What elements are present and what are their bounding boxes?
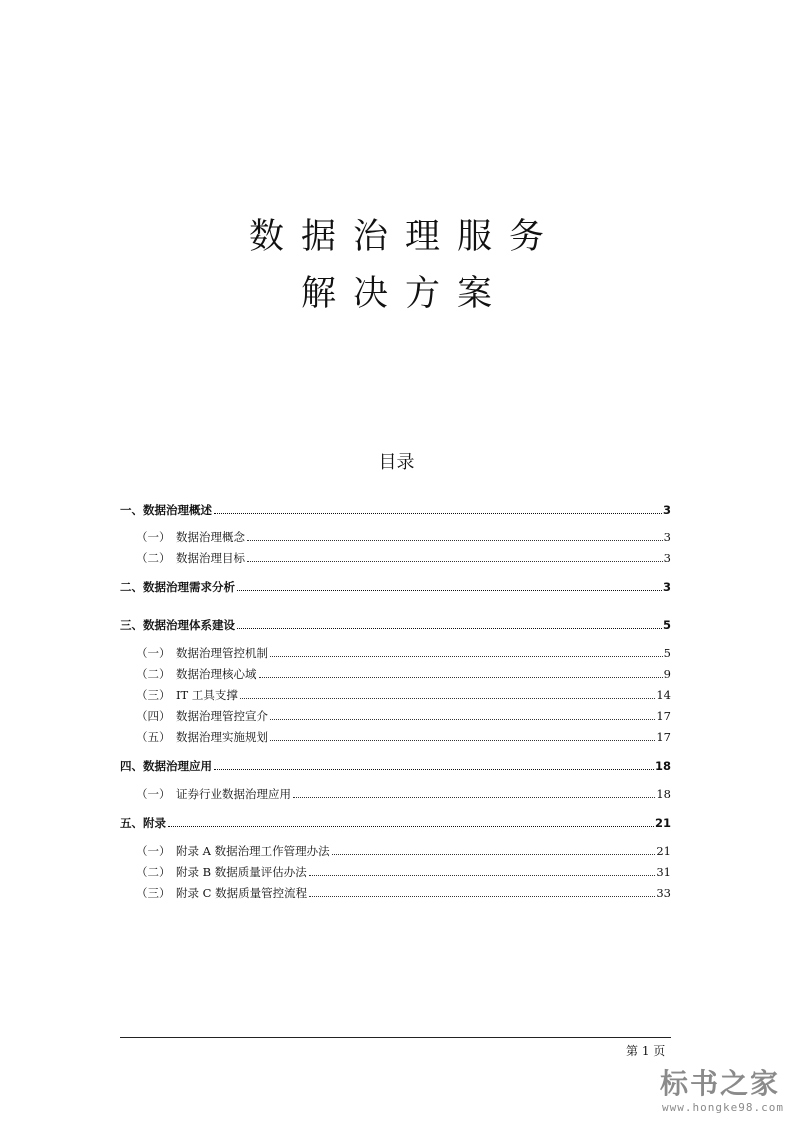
toc-entry-number: 三、: [120, 618, 143, 632]
dot-leader: [259, 677, 663, 678]
dot-leader: [237, 628, 662, 629]
document-title-line-1: 数据治理服务: [248, 217, 561, 257]
toc-entry-number: （三）: [136, 688, 171, 702]
toc-entry-page: 21: [656, 844, 671, 858]
toc-entry-page: 5: [662, 618, 671, 632]
toc-entry-number: （二）: [136, 865, 171, 879]
toc-entry-page: 3: [663, 551, 671, 565]
dot-leader: [214, 769, 654, 770]
watermark-logo: 标书之家: [659, 1067, 780, 1100]
dot-leader: [247, 561, 663, 562]
toc-entry-page: 5: [663, 646, 671, 660]
toc-entry-label: 数据治理管控机制: [176, 646, 268, 660]
toc-entry-number: （一）: [136, 844, 171, 858]
dot-leader: [332, 854, 656, 855]
toc-entry-label: 数据治理核心域: [176, 667, 257, 681]
toc-heading: 目录: [378, 452, 415, 473]
toc-entry-page: 9: [663, 667, 671, 681]
toc-entry-label: 数据治理概念: [176, 530, 245, 544]
toc-entry-number: （三）: [136, 886, 171, 900]
toc-entry[interactable]: [136, 686, 671, 702]
page-number: 第 1 页: [626, 1044, 666, 1058]
toc-entry[interactable]: [136, 644, 671, 660]
toc-entry[interactable]: [136, 665, 671, 681]
toc-entry-page: 21: [654, 816, 671, 830]
toc-entry-number: 一、: [120, 503, 143, 517]
dot-leader: [270, 719, 655, 720]
watermark-url: www.hongke98.com: [662, 1101, 784, 1114]
toc-entry-page: 18: [656, 787, 671, 801]
dot-leader: [214, 513, 662, 514]
toc-entry-label: IT 工具支撑: [176, 688, 238, 702]
toc-entry-label: 数据治理管控宣介: [176, 709, 268, 723]
toc-entry-label: 数据治理目标: [176, 551, 245, 565]
toc-entry-page: 3: [663, 530, 671, 544]
toc-entry-number: （一）: [136, 787, 171, 801]
dot-leader: [270, 740, 655, 741]
toc-entry-number: （一）: [136, 530, 171, 544]
dot-leader: [240, 698, 655, 699]
toc-entry[interactable]: [136, 785, 671, 801]
toc-entry-label: 数据治理概述: [143, 503, 212, 517]
toc-entry-number: 四、: [120, 759, 143, 773]
toc-entry-page: 31: [656, 865, 671, 879]
toc-entry[interactable]: [120, 501, 671, 517]
toc-entry-label: 数据治理应用: [143, 759, 212, 773]
toc-entry-page: 14: [656, 688, 671, 702]
toc-entry-number: （一）: [136, 646, 171, 660]
toc-entry-page: 33: [656, 886, 671, 900]
dot-leader: [237, 590, 662, 591]
toc-entry-number: （五）: [136, 730, 171, 744]
footer-divider: [120, 1037, 671, 1038]
toc-entry-page: 17: [656, 730, 671, 744]
toc-entry[interactable]: [136, 707, 671, 723]
dot-leader: [309, 896, 655, 897]
dot-leader: [293, 797, 655, 798]
toc-entry-label: 数据治理需求分析: [143, 580, 235, 594]
toc-entry[interactable]: [120, 814, 671, 830]
toc-entry-label: 证券行业数据治理应用: [176, 787, 291, 801]
toc-entry[interactable]: [136, 863, 671, 879]
document-title-line-2: 解决方案: [300, 274, 509, 314]
toc-entry[interactable]: [120, 616, 671, 632]
toc-entry-label: 附录 A 数据治理工作管理办法: [176, 844, 330, 858]
watermark: [640, 1068, 790, 1120]
toc-entry[interactable]: [120, 757, 671, 773]
dot-leader: [247, 540, 663, 541]
toc-entry-label: 附录 B 数据质量评估办法: [176, 865, 307, 879]
toc-entry-page: 17: [656, 709, 671, 723]
toc-entry-label: 附录 C 数据质量管控流程: [176, 886, 308, 900]
toc-entry-label: 数据治理体系建设: [143, 618, 235, 632]
toc-entry[interactable]: [120, 578, 671, 594]
dot-leader: [309, 875, 656, 876]
toc-entry-label: 数据治理实施规划: [176, 730, 268, 744]
toc-entry-page: 18: [654, 759, 671, 773]
toc-entry-page: 3: [662, 503, 671, 517]
toc-entry[interactable]: [136, 549, 671, 565]
toc-entry-number: 二、: [120, 580, 143, 594]
toc-entry-page: 3: [662, 580, 671, 594]
toc-entry-number: （四）: [136, 709, 171, 723]
toc-entry[interactable]: [136, 528, 671, 544]
dot-leader: [168, 826, 654, 827]
toc-entry[interactable]: [136, 728, 671, 744]
toc-entry[interactable]: [136, 884, 671, 900]
toc-entry-number: 五、: [120, 816, 143, 830]
toc-entry-number: （二）: [136, 551, 171, 565]
toc-entry[interactable]: [136, 842, 671, 858]
toc-entry-number: （二）: [136, 667, 171, 681]
dot-leader: [270, 656, 663, 657]
toc-entry-label: 附录: [143, 816, 166, 830]
document-title: [0, 210, 793, 312]
